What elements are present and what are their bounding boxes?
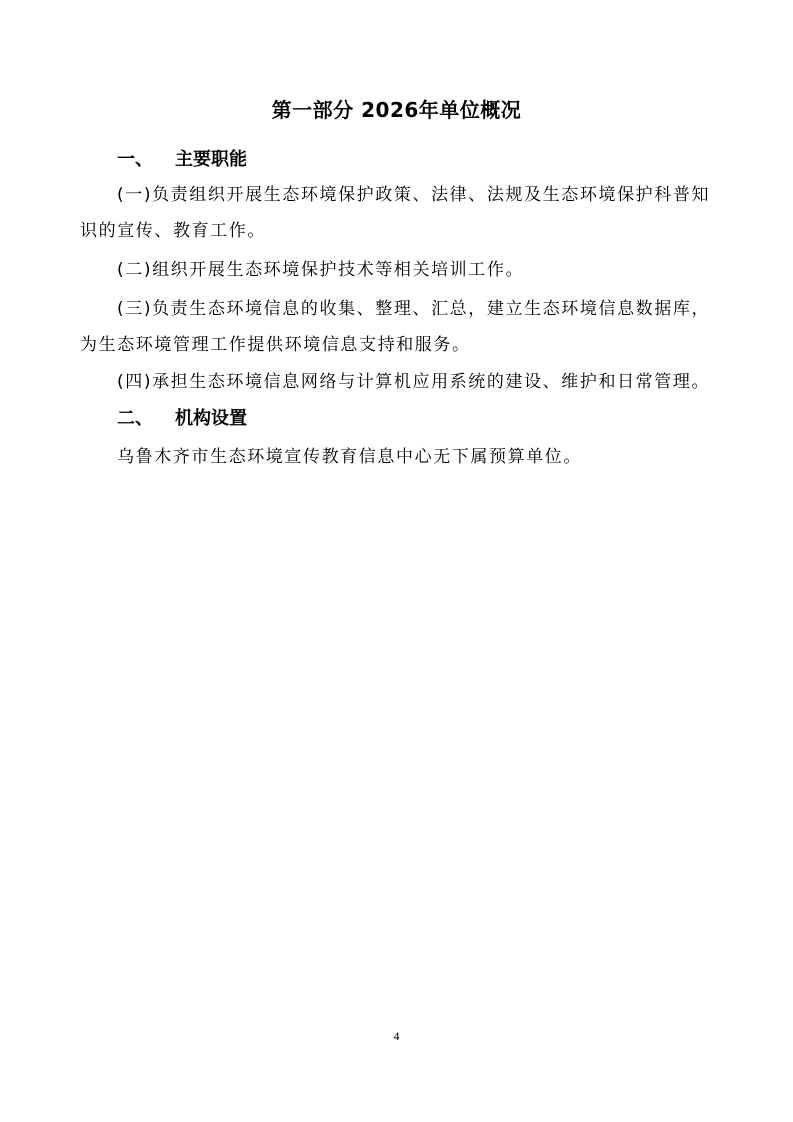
function-item-2: (二)组织开展生态环境保护技术等相关培训工作。 <box>117 260 525 280</box>
function-item-1: (一)负责组织开展生态环境保护政策、法律、法规及生态环境保护科普知识的宣传、教育工作。 <box>80 185 711 241</box>
section-heading-text: 机构设置 <box>175 408 247 429</box>
section-heading-organization <box>117 406 247 432</box>
page-number: 4 <box>393 1029 400 1043</box>
section-number: 二、 <box>117 408 153 429</box>
function-item-4: (四)承担生态环境信息网络与计算机应用系统的建设、维护和日常管理。 <box>117 372 711 392</box>
organization-item-1: 乌鲁木齐市生态环境宣传教育信息中心无下属预算单位。 <box>117 447 582 467</box>
page-title: 第一部分 2026年单位概况 <box>271 98 522 122</box>
section-heading-main-functions <box>117 147 247 173</box>
section-number: 一、 <box>117 149 153 170</box>
section-heading-text: 主要职能 <box>175 149 247 170</box>
function-item-3: (三)负责生态环境信息的收集、整理、汇总，建立生态环境信息数据库，为生态环境管理工作提供环境信息支持和服务。 <box>80 299 711 355</box>
